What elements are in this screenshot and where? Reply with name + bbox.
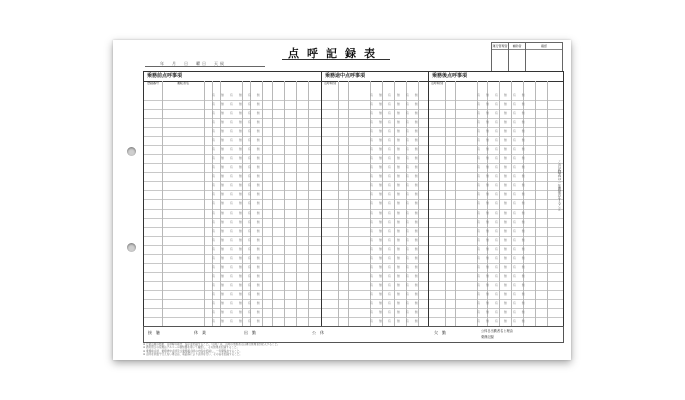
check-marks: 有 無 有 無 有 無 (477, 102, 528, 107)
stamp-box-confirm (525, 42, 563, 72)
grid-col-line (308, 81, 309, 326)
check-marks: 有 無 有 無 有 無 (370, 309, 421, 314)
check-marks: 有 無 有 無 有 無 (477, 264, 528, 269)
check-marks: 有 無 有 無 有 無 (477, 273, 528, 278)
check-marks: 有 無 有 無 有 無 (212, 183, 263, 188)
check-marks: 有 無 有 無 有 無 (212, 165, 263, 170)
check-marks: 有 無 有 無 有 無 (370, 228, 421, 233)
check-marks: 有 無 有 無 有 無 (477, 174, 528, 179)
label-holiday: 公 休 (312, 330, 324, 335)
check-marks: 有 無 有 無 有 無 (370, 174, 421, 179)
stamp-label: 運行管理者 (492, 44, 508, 48)
check-marks: 有 無 有 無 有 無 (477, 120, 528, 125)
check-marks: 有 無 有 無 有 無 (477, 255, 528, 260)
note-line: ※ 日常点検の結果、点呼時の報告、指示を記録すること。（点呼）は、点呼の実施者又は運行管理者が記入すること。 (143, 343, 280, 346)
attendance-row (143, 326, 564, 343)
stamp-box-assistant (508, 42, 526, 72)
check-marks: 有 無 有 無 有 無 (212, 309, 263, 314)
check-marks: 有 無 有 無 有 無 (212, 102, 263, 107)
grid-col-line (338, 81, 339, 326)
check-marks: 有 無 有 無 有 無 (370, 120, 421, 125)
check-marks: 有 無 有 無 有 無 (477, 246, 528, 251)
col-roll-time: 点呼時刻 (429, 81, 446, 91)
grid-col-line (455, 81, 456, 326)
check-marks: 有 無 有 無 有 無 (370, 282, 421, 287)
stamp-box-manager (491, 42, 509, 72)
grid-col-line (272, 81, 273, 326)
check-marks: 有 無 有 無 有 無 (212, 192, 263, 197)
check-marks: 有 無 有 無 有 無 (212, 237, 263, 242)
stamp-label: 補助者 (509, 43, 525, 50)
check-marks: 有 無 有 無 有 無 (477, 309, 528, 314)
panel-pre-duty (143, 71, 322, 327)
check-marks: 有 無 有 無 有 無 (477, 219, 528, 224)
grid-col-line (445, 81, 446, 326)
check-marks: 有 無 有 無 有 無 (212, 246, 263, 251)
check-marks: 有 無 有 無 有 無 (212, 282, 263, 287)
grid-col-line (296, 81, 297, 326)
check-marks: 有 無 有 無 有 無 (212, 255, 263, 260)
label-duty-record: 乗務記録 (481, 335, 494, 339)
check-marks: 有 無 有 無 有 無 (370, 183, 421, 188)
check-marks: 有 無 有 無 有 無 (370, 255, 421, 260)
grid-col-line (535, 81, 536, 326)
check-marks: 有 無 有 無 有 無 (212, 120, 263, 125)
check-marks: 有 無 有 無 有 無 (370, 300, 421, 305)
panel-title: 乗務前点呼事項 (144, 72, 321, 82)
check-marks: 有 無 有 無 有 無 (370, 138, 421, 143)
check-marks: 有 無 有 無 有 無 (477, 93, 528, 97)
check-marks: 有 無 有 無 有 無 (370, 291, 421, 296)
check-marks: 有 無 有 無 有 無 (477, 156, 528, 161)
label-holiday-work: 公休日出勤者名と理由 (481, 329, 513, 333)
check-marks: 有 無 有 無 有 無 (477, 282, 528, 287)
label-leave: 休 業 (194, 330, 206, 335)
check-marks: 有 無 有 無 有 無 (370, 165, 421, 170)
side-note: この記録表は一年間保存すること (557, 160, 561, 211)
check-marks: 有 無 有 無 有 無 (477, 129, 528, 134)
check-marks: 有 無 有 無 有 無 (212, 156, 263, 161)
panel-title: 乗務途中点呼事項 (322, 72, 428, 82)
note-line: ※ 酒気帯びの有無はアルコール検知器を用いて確認し、その結果を記録すること。 (143, 346, 240, 350)
col-driver: 運転者名 (162, 81, 205, 91)
col-registration: 登録番号 (144, 81, 163, 91)
punch-hole-top (127, 147, 136, 156)
grid-col-line (162, 81, 163, 326)
check-marks: 有 無 有 無 有 無 (212, 93, 263, 97)
note-line: ※ 点呼を対面で行えない場合は、電話等により点呼を行い、その旨を記録すること。 (143, 353, 242, 357)
check-marks: 有 無 有 無 有 無 (370, 147, 421, 152)
check-marks: 有 無 有 無 有 無 (370, 111, 421, 116)
check-marks: 有 無 有 無 有 無 (212, 219, 263, 224)
label-contact: 接 触 (148, 330, 160, 335)
check-marks: 有 無 有 無 有 無 (477, 237, 528, 242)
check-marks: 有 無 有 無 有 無 (477, 111, 528, 116)
pre-duty-grid (144, 91, 321, 326)
check-marks: 有 無 有 無 有 無 (477, 210, 528, 215)
post-duty-grid (429, 91, 563, 326)
check-marks: 有 無 有 無 有 無 (370, 237, 421, 242)
check-marks: 有 無 有 無 有 無 (477, 165, 528, 170)
check-marks: 有 無 有 無 有 無 (477, 138, 528, 143)
panel-title: 乗務後点呼事項 (429, 72, 563, 82)
check-marks: 有 無 有 無 有 無 (477, 147, 528, 152)
title-underline (282, 59, 390, 60)
check-marks: 有 無 有 無 有 無 (212, 138, 263, 143)
label-absent: 欠 勤 (434, 330, 446, 335)
grid-col-line (547, 81, 548, 326)
check-marks: 有 無 有 無 有 無 (477, 228, 528, 233)
grid-col-line (348, 81, 349, 326)
check-marks: 有 無 有 無 有 無 (212, 174, 263, 179)
date-weather-row: 年 月 日 曜日 天候 (160, 61, 226, 66)
check-marks: 有 無 有 無 有 無 (370, 210, 421, 215)
panel-mid-duty (321, 71, 429, 327)
check-marks: 有 無 有 無 有 無 (477, 318, 528, 323)
col-roll-time: 点呼時刻 (322, 81, 339, 91)
panel-post-duty (428, 71, 564, 327)
check-marks: 有 無 有 無 有 無 (370, 318, 421, 323)
check-marks: 有 無 有 無 有 無 (477, 192, 528, 197)
check-marks: 有 無 有 無 有 無 (212, 273, 263, 278)
check-marks: 有 無 有 無 有 無 (370, 264, 421, 269)
check-marks: 有 無 有 無 有 無 (212, 291, 263, 296)
check-marks: 有 無 有 無 有 無 (370, 273, 421, 278)
check-marks: 有 無 有 無 有 無 (370, 129, 421, 134)
check-marks: 有 無 有 無 有 無 (477, 291, 528, 296)
check-marks: 有 無 有 無 有 無 (212, 300, 263, 305)
check-marks: 有 無 有 無 有 無 (370, 93, 421, 97)
mid-duty-grid (322, 91, 428, 326)
note-line: ※ 乗務前点呼、乗務途中点呼及び乗務後点呼の内容を記録し、一年間保存すること。 (143, 349, 242, 353)
check-marks: 有 無 有 無 有 無 (477, 201, 528, 206)
label-attend: 出 勤 (244, 330, 256, 335)
stamp-label: 確認 (526, 43, 562, 50)
check-marks: 有 無 有 無 有 無 (212, 264, 263, 269)
check-marks: 有 無 有 無 有 無 (477, 300, 528, 305)
grid-col-line (204, 81, 205, 326)
check-marks: 有 無 有 無 有 無 (477, 183, 528, 188)
check-marks: 有 無 有 無 有 無 (370, 201, 421, 206)
check-marks: 有 無 有 無 有 無 (212, 318, 263, 323)
notes (143, 343, 563, 357)
grid-col-line (284, 81, 285, 326)
check-marks: 有 無 有 無 有 無 (370, 246, 421, 251)
date-underline (145, 66, 265, 67)
check-marks: 有 無 有 無 有 無 (370, 192, 421, 197)
check-marks: 有 無 有 無 有 無 (212, 147, 263, 152)
check-marks: 有 無 有 無 有 無 (212, 129, 263, 134)
punch-hole-bottom (127, 243, 136, 252)
form-title: 点呼記録表 (288, 47, 383, 60)
check-marks: 有 無 有 無 有 無 (212, 228, 263, 233)
check-marks: 有 無 有 無 有 無 (370, 102, 421, 107)
check-marks: 有 無 有 無 有 無 (212, 210, 263, 215)
check-marks: 有 無 有 無 有 無 (370, 156, 421, 161)
check-marks: 有 無 有 無 有 無 (212, 201, 263, 206)
check-marks: 有 無 有 無 有 無 (212, 111, 263, 116)
check-marks: 有 無 有 無 有 無 (370, 219, 421, 224)
